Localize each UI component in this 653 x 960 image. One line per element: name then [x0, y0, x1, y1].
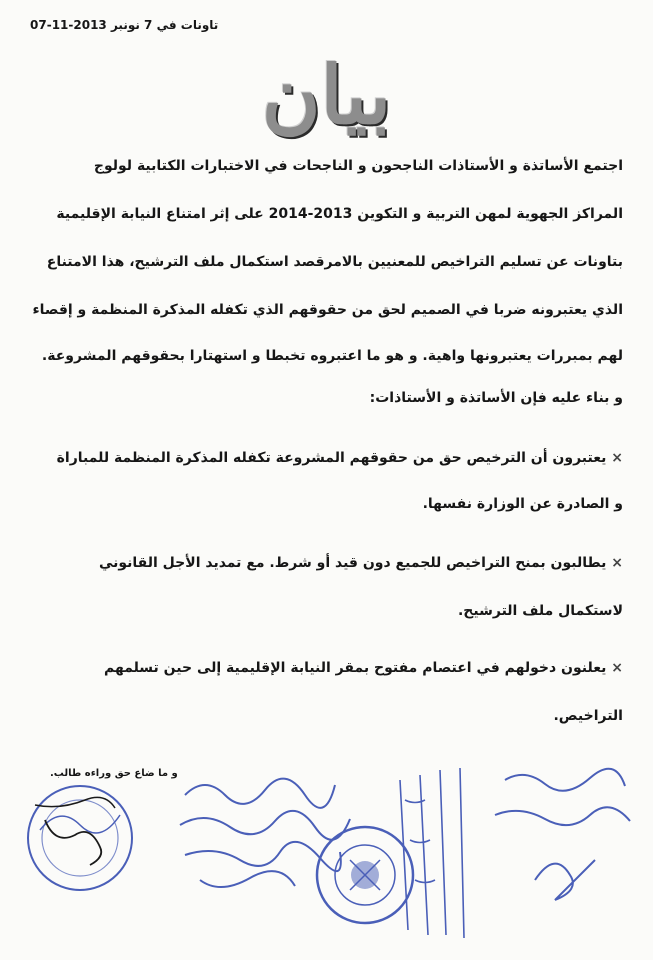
center-round-seal [317, 827, 413, 923]
demand-3-line-2: التراخيص. [553, 708, 623, 724]
paragraph-line: الذي يعتبرونه ضربا في الصميم لحق من حقوقهم الذي تكفله المذكرة المنظمة و إقصاء [32, 302, 623, 318]
left-stamp-seal [28, 786, 132, 890]
union-rectangular-stamp [400, 768, 464, 938]
paragraph-line: لهم بمبررات يعتبرونها واهية. و هو ما اعتبروه تخبطا و استهتارا بحقوقهم المشروعة. [41, 348, 623, 364]
demand-text: يطالبون بمنح التراخيص للجميع دون قيد أو شرط. مع تمديد الأجل القانوني [98, 555, 607, 571]
demand-2-line-2: لاستكمال ملف الترشيح. [457, 603, 623, 619]
paragraph-line: و بناء عليه فإن الأساتذة و الأستاذات: [369, 390, 623, 406]
demand-text: يعلنون دخولهم في اعتصام مفتوح بمقر النيابة الإقليمية إلى حين تسلمهم [103, 660, 607, 676]
bullet-mark: × [611, 555, 623, 571]
demand-text: يعتبرون أن الترخيص حق من حقوقهم المشروعة تكفله المذكرة المنظمة للمباراة [56, 450, 607, 466]
demand-1-line-2: و الصادرة عن الوزارة نفسها. [422, 496, 623, 512]
demand-1-line-1 [28, 450, 623, 467]
center-handwriting-signature [180, 779, 350, 887]
dateline: تاونات في 7 نونبر 2013-11-07 [30, 18, 219, 32]
bullet-mark: × [611, 660, 623, 676]
paragraph-line: اجتمع الأساتذة و الأستاذات الناجحون و الناجحات في الاختبارات الكتابية لولوج [93, 158, 623, 174]
paragraph-line: المراكز الجهوية لمهن التربية و التكوين 2013-2014 على إثر امتناع النيابة الإقليمية [56, 206, 623, 222]
right-handwriting-signature [495, 769, 630, 900]
signatures-stamps-area [0, 760, 653, 960]
demand-3-line-1 [28, 660, 623, 677]
bullet-mark: × [611, 450, 623, 466]
demand-2-line-1 [28, 555, 623, 572]
page-title: بيان [261, 48, 392, 142]
paragraph-line: بتاونات عن تسليم التراخيص للمعنيين بالامرقصد استكمال ملف الترشيح، هذا الامتناع [46, 254, 623, 270]
closing-line: و ما ضاع حق وراءه طالب. [50, 768, 178, 779]
